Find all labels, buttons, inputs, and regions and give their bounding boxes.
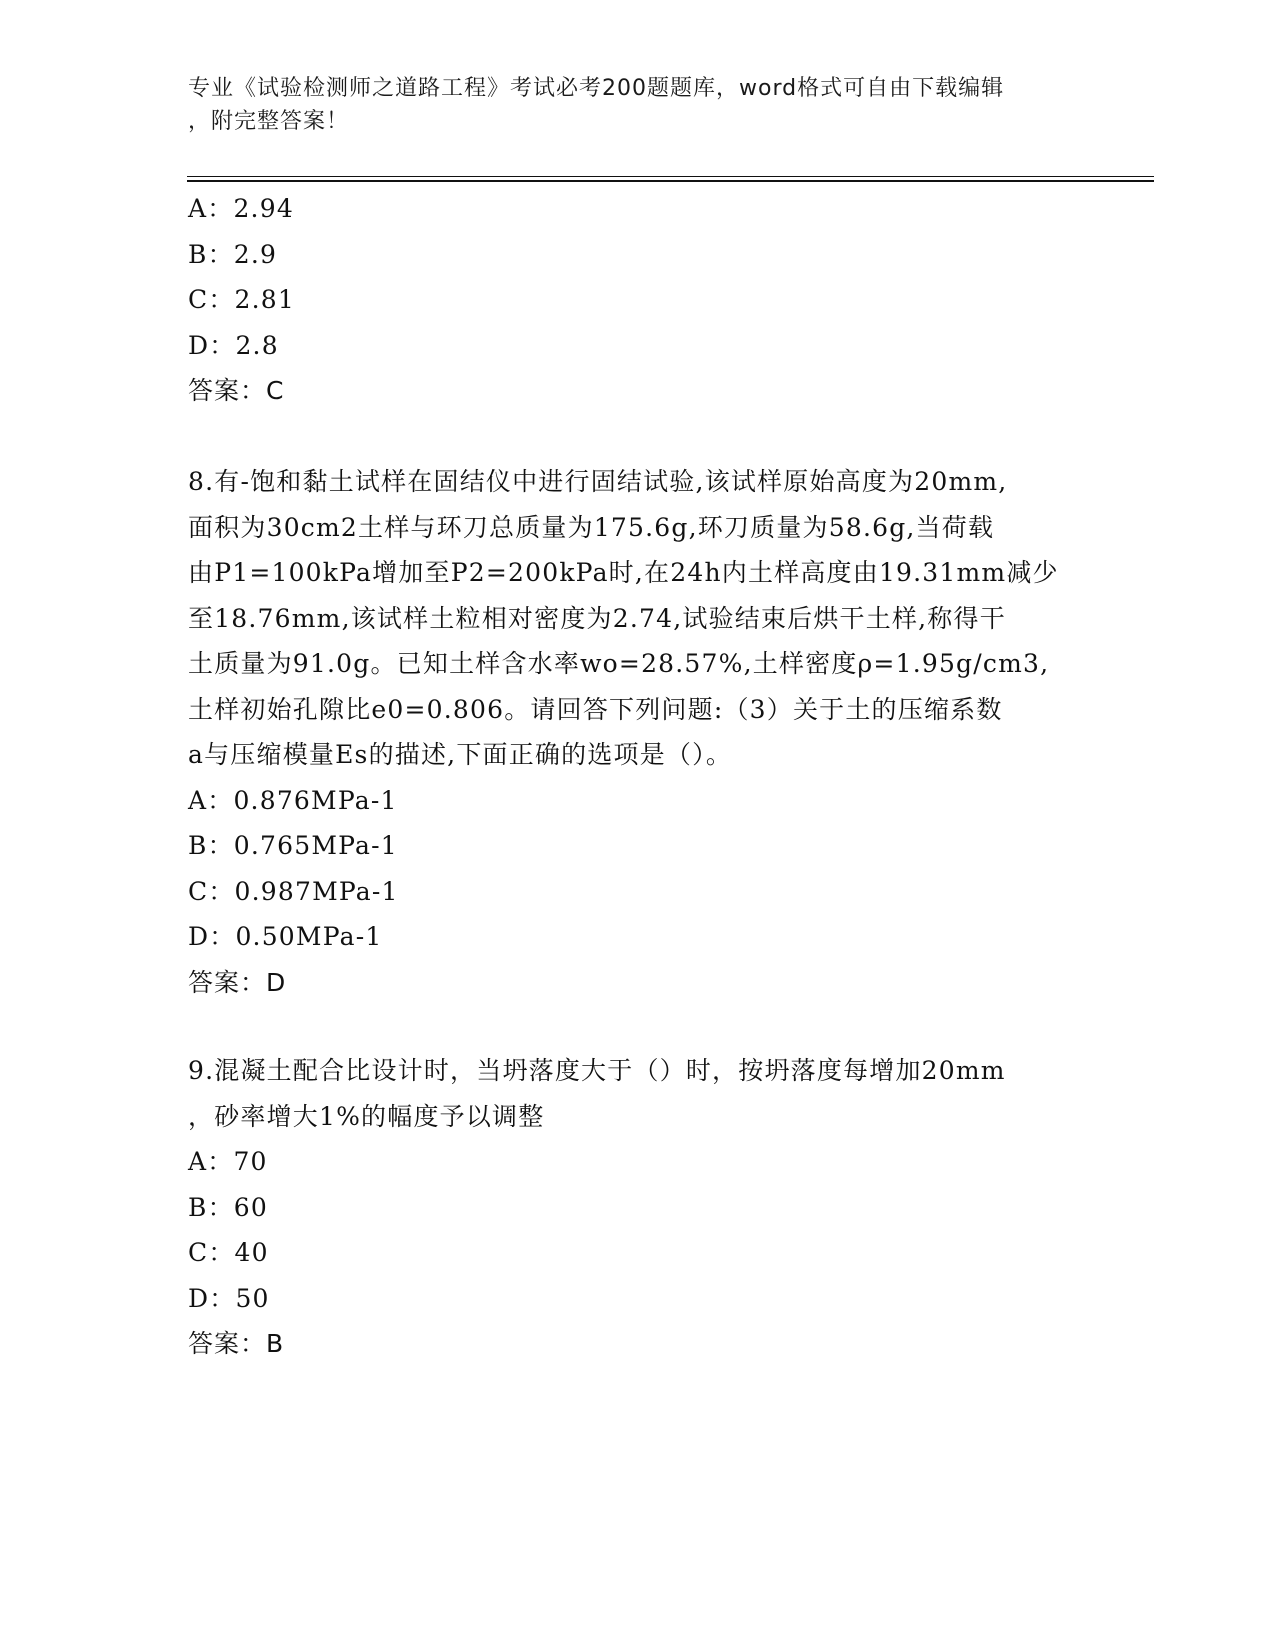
option-d: D：0.50MPa-1 <box>188 922 383 951</box>
question-text-line: 面积为30cm2土样与环刀总质量为175.6g,环刀质量为58.6g,当荷载 <box>188 512 995 542</box>
option-c: C：40 <box>188 1238 269 1267</box>
question-text-line: ，砂率增大1%的幅度予以调整 <box>188 1101 545 1131</box>
question-7-block <box>188 186 1088 414</box>
header-divider-thick <box>187 180 1154 182</box>
question-text <box>188 459 1088 778</box>
option-a: A：70 <box>188 1147 268 1176</box>
option-d: D：2.8 <box>188 330 279 360</box>
question-text-line: a与压缩模量Es的描述,下面正确的选项是（）。 <box>188 740 733 769</box>
question-text-line: 由P1=100kPa增加至P2=200kPa时,在24h内土样高度由19.31mm减少 <box>188 558 1059 587</box>
question-text-line: 至18.76mm,该试样土粒相对密度为2.74,试验结束后烘干土样,称得干 <box>188 603 1006 633</box>
question-text <box>188 1048 1088 1139</box>
option-b: B：60 <box>188 1192 268 1222</box>
option-c: C：2.81 <box>188 285 295 314</box>
header-title-line: 专业《试验检测师之道路工程》考试必考200题题库，word格式可自由下载编辑 <box>188 76 1005 101</box>
answer-line: 答案：B <box>188 1329 285 1358</box>
option-a: A：2.94 <box>188 194 294 223</box>
header-divider-thin <box>187 176 1154 177</box>
question-text-line: 土质量为91.0g。已知土样含水率wo=28.57%,土样密度ρ=1.95g/cm3, <box>188 649 1050 678</box>
option-c: C：0.987MPa-1 <box>188 876 399 906</box>
answer-line: 答案：D <box>188 967 287 997</box>
option-d: D：50 <box>188 1283 270 1313</box>
option-b: B：0.765MPa-1 <box>188 831 398 860</box>
question-8-block <box>188 459 1088 1005</box>
question-text-line: 9.混凝土配合比设计时，当坍落度大于（）时，按坍落度每增加20mm <box>188 1056 1006 1085</box>
option-a: A：0.876MPa-1 <box>188 785 398 815</box>
question-9-block <box>188 1048 1088 1367</box>
question-text-line: 8.有-饱和黏土试样在固结仪中进行固结试验,该试样原始高度为20mm, <box>188 467 1008 496</box>
answer-line: 答案：C <box>188 376 285 405</box>
question-text-line: 土样初始孔隙比e0=0.806。请回答下列问题:（3）关于土的压缩系数 <box>188 694 1003 724</box>
document-header <box>188 72 1088 138</box>
header-subtitle-line: ，附完整答案！ <box>188 109 350 134</box>
option-b: B：2.9 <box>188 239 278 269</box>
